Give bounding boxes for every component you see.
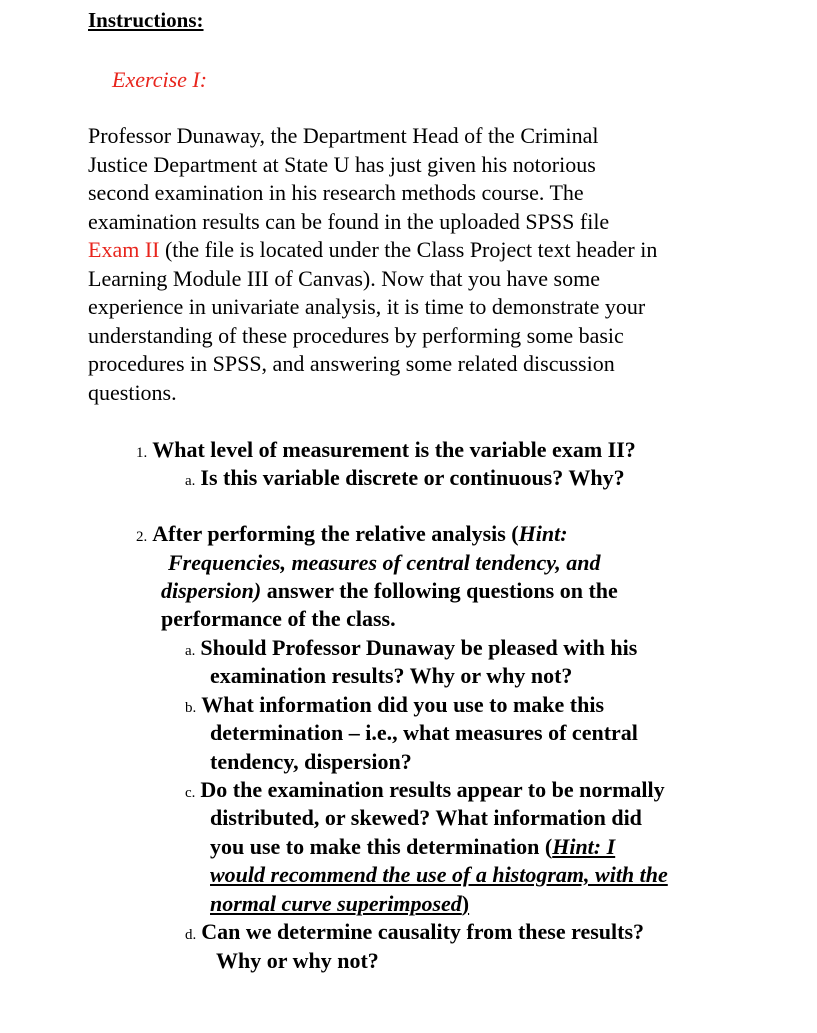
intro-line-text: (the file is located under the Class Project text header in [159, 237, 658, 262]
question-1a [185, 464, 625, 496]
question-text: answer the following questions on the [261, 578, 618, 603]
question-2 [136, 520, 568, 552]
subquestion-text: Do the examination results appear to be normally [200, 777, 665, 802]
question-2-line: performance of the class. [161, 606, 396, 631]
subquestion-line: distributed, or skewed? What information did [210, 805, 642, 830]
subquestion-line: determination – i.e., what measures of central [210, 720, 638, 745]
intro-line: examination results can be found in the uploaded SPSS file [88, 208, 610, 234]
subquestion-line [210, 833, 615, 862]
exercise-title: Exercise I: [112, 67, 208, 92]
hint-text: normal curve superimposed [210, 891, 462, 916]
intro-line: procedures in SPSS, and answering some related discussion [88, 351, 615, 376]
intro-line [88, 236, 748, 265]
intro-line: questions. [88, 379, 177, 405]
intro-line: understanding of these procedures by performing some basic [88, 322, 624, 348]
subquestion-text: What information did you use to make this [201, 692, 605, 717]
question-2d [185, 918, 644, 950]
question-2-line: Frequencies, measures of central tendency, and [168, 550, 601, 575]
question-text: What level of measurement is the variable exam II? [152, 437, 636, 462]
hint-label: Hint: I [552, 834, 616, 859]
question-number: 1. [136, 445, 148, 461]
intro-line: experience in univariate analysis, it is time to demonstrate your [88, 294, 646, 319]
subquestion-line: Why or why not? [216, 948, 379, 973]
subquestion-text: Is this variable discrete or continuous? Why? [200, 465, 625, 490]
intro-line: Justice Department at State U has just given his notorious [88, 151, 596, 177]
question-text: After performing the relative analysis ( [152, 521, 519, 546]
subquestion-line: tendency, dispersion? [210, 749, 412, 774]
hint-close: ) [461, 891, 470, 916]
instructions-heading: Instructions: [88, 8, 204, 32]
question-2b [185, 691, 604, 723]
question-2c [185, 776, 665, 808]
question-2a [185, 634, 637, 666]
intro-line: second examination in his research methods course. The [88, 180, 584, 205]
subquestion-line: examination results? Why or why not? [210, 663, 573, 688]
hint-label: Hint: [518, 521, 568, 546]
question-text-italic: dispersion) [161, 578, 262, 603]
exam-file-link[interactable]: Exam II [88, 237, 160, 262]
subquestion-label: b. [185, 700, 197, 716]
question-number: 2. [136, 529, 148, 545]
subquestion-label: d. [185, 927, 197, 943]
subquestion-label: c. [185, 785, 196, 801]
subquestion-line [210, 890, 469, 919]
question-2-line [161, 577, 618, 606]
subquestion-text: you use to make this determination ( [210, 834, 553, 859]
hint-text: would recommend the use of a histogram, with the [210, 862, 668, 887]
subquestion-label: a. [185, 473, 196, 489]
intro-paragraph [88, 122, 748, 407]
intro-line: Professor Dunaway, the Department Head of the Criminal [88, 123, 599, 148]
question-1 [136, 436, 636, 468]
subquestion-text: Should Professor Dunaway be pleased with his [200, 635, 638, 660]
subquestion-label: a. [185, 643, 196, 659]
subquestion-text: Can we determine causality from these results? [201, 919, 645, 944]
intro-line: Learning Module III of Canvas). Now that you have some [88, 265, 600, 291]
